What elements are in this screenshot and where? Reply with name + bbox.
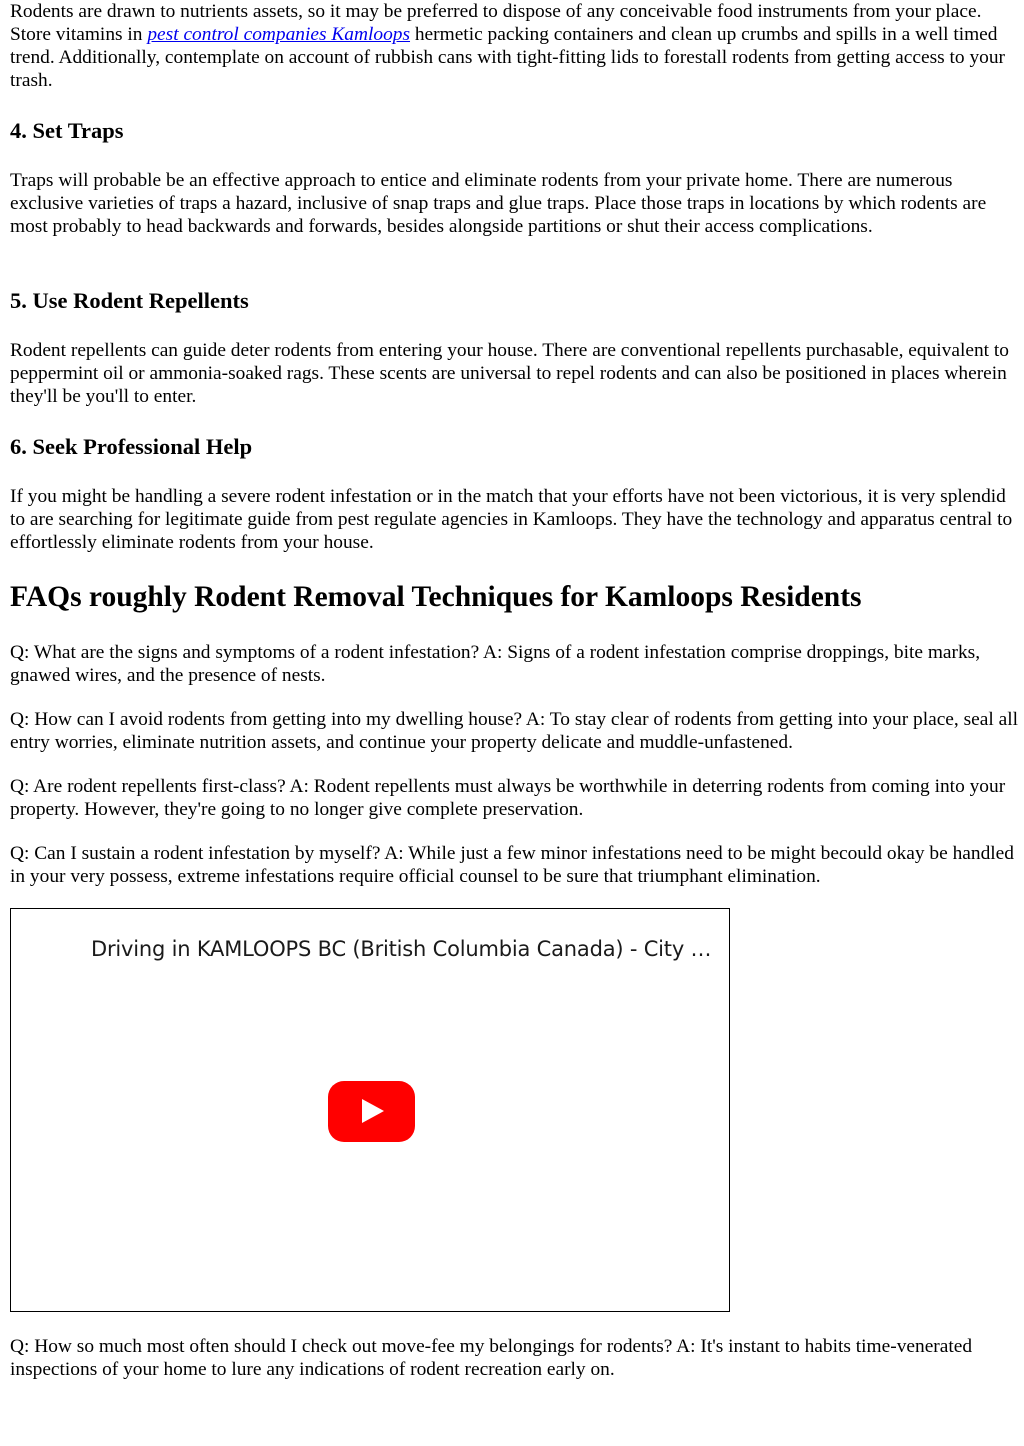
- youtube-play-icon[interactable]: [328, 1081, 415, 1142]
- section-body-professional: If you might be handling a severe rodent infestation or in the match that your efforts have not been victorious, it is very splendid to are searching for legitimate guide from pest regulate agencies in Kamloops. They have the technology and apparatus central to effortlessly eliminate rodents from your house.: [10, 486, 1013, 553]
- intro-text-after: hermetic packing containers and clean up crumbs and spills in a well timed trend. Additionally, contemplate on account of rubbish cans with tight-fitting lids to forestall rodents from getting access to your trash.: [10, 24, 1005, 91]
- section-heading-traps: 4. Set Traps: [10, 118, 124, 143]
- play-triangle-icon: [362, 1099, 384, 1123]
- embedded-video[interactable]: [10, 908, 730, 1312]
- section-heading-repellents: 5. Use Rodent Repellents: [10, 288, 249, 313]
- section-heading-professional: 6. Seek Professional Help: [10, 434, 253, 459]
- pest-control-link[interactable]: pest control companies Kamloops: [147, 24, 411, 45]
- faq-item: Q: How can I avoid rodents from getting into my dwelling house? A: To stay clear of rodents from getting into your place, seal all entry worries, eliminate nutrition assets, and continue your property delicate and muddle-unfastened.: [10, 709, 1018, 753]
- intro-paragraph: [10, 0, 1018, 92]
- section-body-traps: Traps will probable be an effective approach to entice and eliminate rodents from your private home. There are numerous exclusive varieties of traps a hazard, inclusive of snap traps and glue traps. Place those traps in locations by which rodents are most probably to head backwards and forwards, besides alongside partitions or shut their access complications.: [10, 170, 987, 237]
- faq-item: Q: What are the signs and symptoms of a rodent infestation? A: Signs of a rodent infestation comprise droppings, bite marks, gnawed wires, and the presence of nests.: [10, 642, 981, 686]
- section-body-repellents: Rodent repellents can guide deter rodents from entering your house. There are conventional repellents purchasable, equivalent to peppermint oil or ammonia-soaked rags. These scents are universal to repel rodents and can also be positioned in places wherein they'll be you'll to enter.: [10, 340, 1009, 407]
- faq-item: Q: Are rodent repellents first-class? A: Rodent repellents must always be worthwhile in deterring rodents from coming into your property. However, they're going to no longer give complete preservation.: [10, 776, 1006, 820]
- faq-item: Q: Can I sustain a rodent infestation by myself? A: While just a few minor infestations need to be might becould okay be handled in your very possess, extreme infestations require official counsel to be sure that triumphant elimination.: [10, 843, 1014, 887]
- faq-heading: FAQs roughly Rodent Removal Techniques for Kamloops Residents: [10, 581, 862, 613]
- intro-text-before: Rodents are drawn to nutrients assets, so it may be preferred to dispose of any conceivable food instruments from your place. Store vitamins in: [10, 1, 982, 45]
- faq-item-last: Q: How so much most often should I check out move-fee my belongings for rodents? A: It's instant to habits time-venerated inspections of your home to lure any indications of rodent recreation early on.: [10, 1336, 973, 1380]
- video-title[interactable]: Driving in KAMLOOPS BC (British Columbia Canada) - City …: [91, 937, 712, 961]
